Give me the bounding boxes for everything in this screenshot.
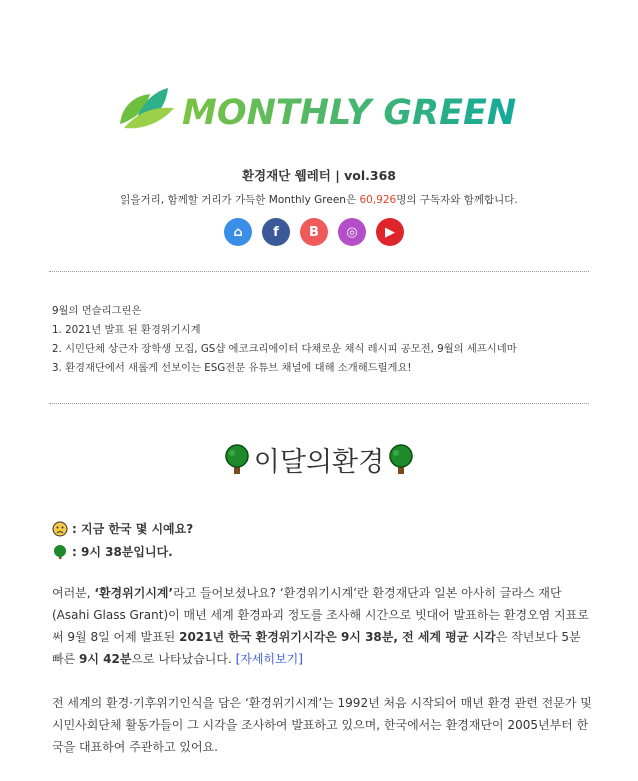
subscriber-count: 60,926: [359, 194, 397, 206]
leaf-icon: [120, 88, 174, 128]
tree-icon: [52, 544, 68, 560]
toc-intro: 9월의 먼슬리그린은: [52, 305, 142, 317]
blog-button[interactable]: [300, 218, 328, 246]
instagram-icon: ◎: [346, 224, 358, 240]
worried-face-icon: [52, 521, 68, 537]
answer-text: : 9시 38분입니다.: [72, 545, 173, 559]
toc-item: 3. 환경재단에서 새롭게 선보이는 ESG전문 유튜브 채널에 대해 소개해드릴게요!: [52, 362, 412, 374]
answer-line: [52, 543, 173, 560]
facebook-icon: f: [273, 224, 279, 240]
facebook-button[interactable]: [262, 218, 290, 246]
paragraph-2: 전 세계의 환경·기후위기인식을 담은 ‘환경위기시계’는 1992년 처음 시작되어 매년 환경 관련 전문가 및 시민사회단체 활동가들이 그 시각을 조사하여 발표하고 있으며, 한국에서는 환경재단이 2005년부터 한국을 대표하여 주관하고 있어요.: [52, 696, 592, 754]
subscriber-line: [0, 192, 638, 207]
read-more-link[interactable]: [자세히보기]: [235, 652, 303, 666]
toc-item: 2. 시민단체 상근자 장학생 모집, GS샵 에코크리에이터 다채로운 채식 레시피 공모전, 9월의 세프시네마: [52, 343, 517, 355]
question-line: [52, 520, 193, 537]
home-icon: ⌂: [233, 224, 243, 240]
table-of-contents: [52, 302, 517, 378]
question-text: : 지금 한국 몇 시예요?: [72, 522, 194, 536]
logo-text: MONTHLY GREEN: [182, 93, 517, 133]
section-title: 이달의환경: [253, 447, 385, 478]
newsletter-title: 환경재단 웹레터 | vol.368: [241, 168, 396, 183]
home-button[interactable]: [224, 218, 252, 246]
social-links: [224, 218, 404, 246]
youtube-icon: ▶: [385, 224, 395, 240]
section-heading: [0, 440, 638, 479]
youtube-button[interactable]: [376, 218, 404, 246]
tree-icon: [386, 444, 416, 476]
divider: [49, 271, 589, 272]
blog-icon: B: [309, 224, 319, 240]
subline-text-before: 읽을거리, 함께할 거리가 가득한 Monthly Green은: [120, 194, 360, 206]
tree-icon: [222, 444, 252, 476]
subline-text-after: 명의 구독자와 함께합니다.: [396, 194, 518, 206]
paragraph-1: 여러분, ‘환경위기시계’라고 들어보셨나요? ‘환경위기시계’란 환경재단과 일본 아사히 글라스 재단(Asahi Glass Grant)이 매년 세계 환경파괴 정도를 조사해 시간으로 빗대어 발표하는 환경오염 지표로써 9월 8일 어제 발표된 2021년 한국 환경위기시각은 9시 38분, 전 세계 평균 시각은 작년보다 5분 빠른 9시 42분으로 나타났습니다. [자세히보기]: [52, 586, 589, 666]
divider: [49, 403, 589, 404]
instagram-button[interactable]: [338, 218, 366, 246]
monthly-green-logo[interactable]: [116, 84, 526, 134]
toc-item: 1. 2021년 발표 된 환경위기시계: [52, 324, 201, 336]
